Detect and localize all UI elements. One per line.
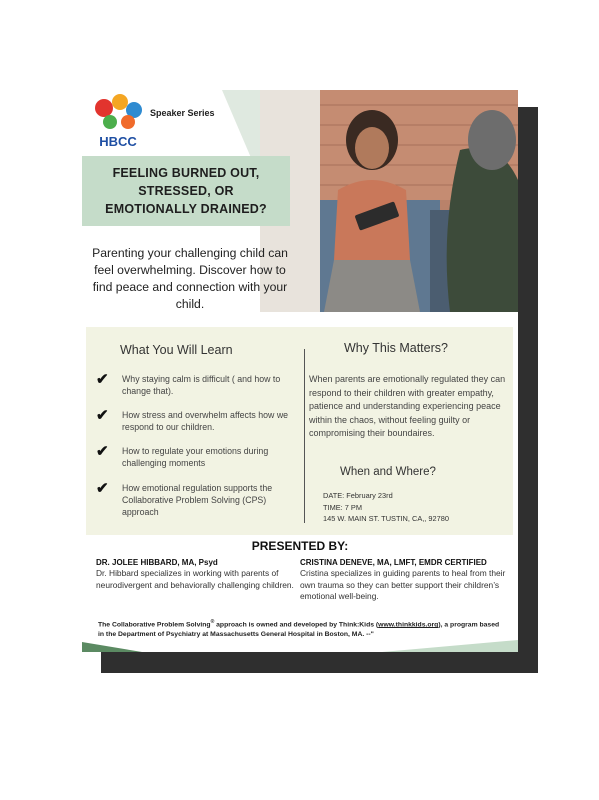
event-address: 145 W. MAIN ST. TUSTIN, CA,, 92780 <box>323 514 449 523</box>
list-item: ✔ Why staying calm is difficult ( and how to change that). <box>96 371 281 396</box>
hero-photo <box>260 90 518 312</box>
title-line: EMOTIONALLY DRAINED? <box>105 202 267 216</box>
title-box <box>82 156 290 226</box>
page-title <box>105 164 267 218</box>
why-text: When parents are emotionally regulated they can respond to their children with greater empathy, patience and understanding experiencing peace within the chaos, without feeling guilty or compromising their boundaires. <box>309 374 506 438</box>
checkmark-icon: ✔ <box>96 371 109 388</box>
list-item: ✔ How emotional regulation supports the Collaborative Problem Solving (CPS) approach <box>96 480 273 517</box>
checkmark-icon: ✔ <box>96 480 109 497</box>
speaker-series-label: Speaker Series <box>150 108 215 118</box>
info-panel <box>86 327 513 535</box>
list-item: ✔ How to regulate your emotions during challenging moments <box>96 443 269 468</box>
list-item: ✔ How stress and overwhelm affects how we respond to our children. <box>96 407 289 432</box>
speaker-bio <box>300 557 512 603</box>
hbcc-logo <box>90 92 146 150</box>
footer-note: The Collaborative Problem Solving® approach is owned and developed by Think:Kids (www.thinkkids.org), a program based in the Department of Psychiatry at Massachusetts General Hospital in Boston, MA. --" <box>98 619 500 639</box>
speaker-name: DR. JOLEE HIBBARD, MA, Psyd <box>96 558 218 567</box>
logo-text: HBCC <box>99 134 137 149</box>
when-heading: When and Where? <box>340 466 436 478</box>
event-date: DATE: February 23rd <box>323 491 393 500</box>
why-heading: Why This Matters? <box>344 341 448 355</box>
learn-heading: What You Will Learn <box>120 343 233 357</box>
speaker-bio <box>96 557 301 591</box>
event-details <box>323 490 449 525</box>
title-line: STRESSED, OR <box>138 184 234 198</box>
flyer <box>82 90 518 652</box>
intro-text: Parenting your challenging child can feel overwhelming. Discover how to find peace and connection with your child. <box>92 246 288 311</box>
title-line: FEELING BURNED OUT, <box>112 166 260 180</box>
speaker-description: Dr. Hibbard specializes in working with parents of neurodivergent and behaviorally challenging children. <box>96 568 294 590</box>
speaker-description: Cristina specializes in guiding parents to heal from their own trauma so they can better support their children’s emotional well-being. <box>300 568 506 601</box>
thinkkids-link[interactable]: www.thinkkids.org <box>378 621 439 629</box>
checkmark-icon: ✔ <box>96 407 109 424</box>
event-time: TIME: 7 PM <box>323 502 363 512</box>
checkmark-icon: ✔ <box>96 443 109 460</box>
speaker-name: CRISTINA DENEVE, MA, LMFT, EMDR CERTIFIED <box>300 558 487 567</box>
column-divider <box>304 349 305 523</box>
bottom-green-band <box>82 640 518 652</box>
presented-heading: PRESENTED BY: <box>251 539 349 553</box>
